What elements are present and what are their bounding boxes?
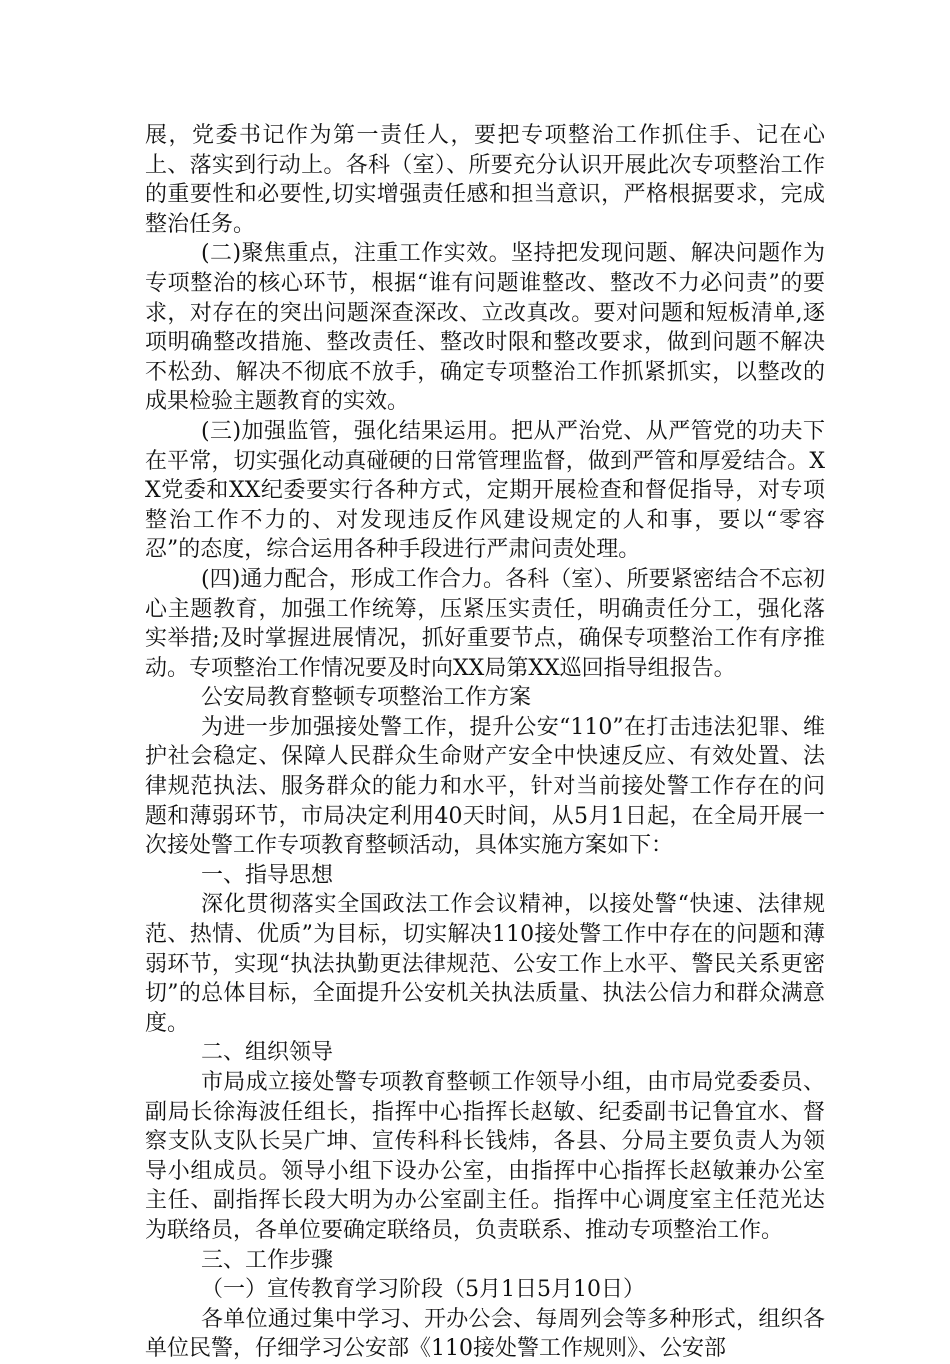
document-body <box>145 121 825 1364</box>
paragraph-section-4: (四)通力配合，形成工作合力。各科（室）、所要紧密结合不忘初心主题教育，加强工作统筹，压紧压实责任，明确责任分工，强化落实举措;及时掌握进展情况，抓好重要节点，确保专项整治工作有序推动。专项整治工作情况要及时向XX局第XX巡回指导组报告。 <box>145 566 825 681</box>
heading-work-steps: 三、工作步骤 <box>201 1247 334 1273</box>
paragraph-section-2: (二)聚焦重点，注重工作实效。坚持把发现问题、解决问题作为专项整治的核心环节，根据“谁有问题谁整改、整改不力必问责”的要求，对存在的突出问题深查深改、立改真改。要对问题和短板清单,逐项明确整改措施、整改责任、整改时限和整改要求，做到问题不解决不松劲、解决不彻底不放手，确定专项整治工作抓紧抓实，以整改的成果检验主题教育的实效。 <box>145 241 825 415</box>
heading-organization: 二、组织领导 <box>201 1040 334 1066</box>
subheading-stage-1: （一）宣传教育学习阶段（5月1日5月10日） <box>201 1277 645 1303</box>
paragraph-intro: 为进一步加强接处警工作，提升公安“110”在打击违法犯罪、维护社会稳定、保障人民群众生命财产安全中快速反应、有效处置、法律规范执法、服务群众的能力和水平，针对当前接处警工作存在的问题和薄弱环节，市局决定利用40天时间，从5月1日起，在全局开展一次接处警工作专项教育整顿活动，具体实施方案如下： <box>145 714 825 859</box>
paragraph-stage-1: 各单位通过集中学习、开办公会、每周列会等多种形式，组织各单位民警，仔细学习公安部《110接处警工作规则》、公安部 <box>145 1306 825 1362</box>
paragraph-guiding-ideology: 深化贯彻落实全国政法工作会议精神，以接处警“快速、法律规范、热情、优质”为目标，切实解决110接处警工作中存在的问题和薄弱环节，实现“执法执勤更法律规范、公安工作上水平、警民关系更密切”的总体目标，全面提升公安机关执法质量、执法公信力和群众满意度。 <box>145 892 825 1036</box>
heading-guiding-ideology: 一、指导思想 <box>201 862 334 888</box>
paragraph-organization: 市局成立接处警专项教育整顿工作领导小组，由市局党委委员、副局长徐海波任组长，指挥中心指挥长赵敏、纪委副书记鲁宜水、督察支队支队长吴广坤、宣传科科长钱炜，各县、分局主要负责人为领导小组成员。领导小组下设办公室，由指挥中心指挥长赵敏兼办公室主任、副指挥长段大明为办公室副主任。指挥中心调度室主任范光达为联络员，各单位要确定联络员，负责联系、推动专项整治工作。 <box>145 1070 825 1243</box>
paragraph-responsibility: 展，党委书记作为第一责任人，要把专项整治工作抓住手、记在心上、落实到行动上。各科（室）、所要充分认识开展此次专项整治工作的重要性和必要性,切实增强责任感和担当意识，严格根据要求，完成整治任务。 <box>145 123 825 237</box>
paragraph-section-3: (三)加强监管，强化结果运用。把从严治党、从严管党的功夫下在平常，切实强化动真碰硬的日常管理监督，做到严管和厚爱结合。XX党委和XX纪委要实行各种方式，定期开展检查和督促指导，对专项整治工作不力的、对发现违反作风建设规定的人和事，要以“零容忍”的态度，综合运用各种手段进行严肃问责处理。 <box>145 418 825 563</box>
document-title: 公安局教育整顿专项整治工作方案 <box>201 685 532 711</box>
